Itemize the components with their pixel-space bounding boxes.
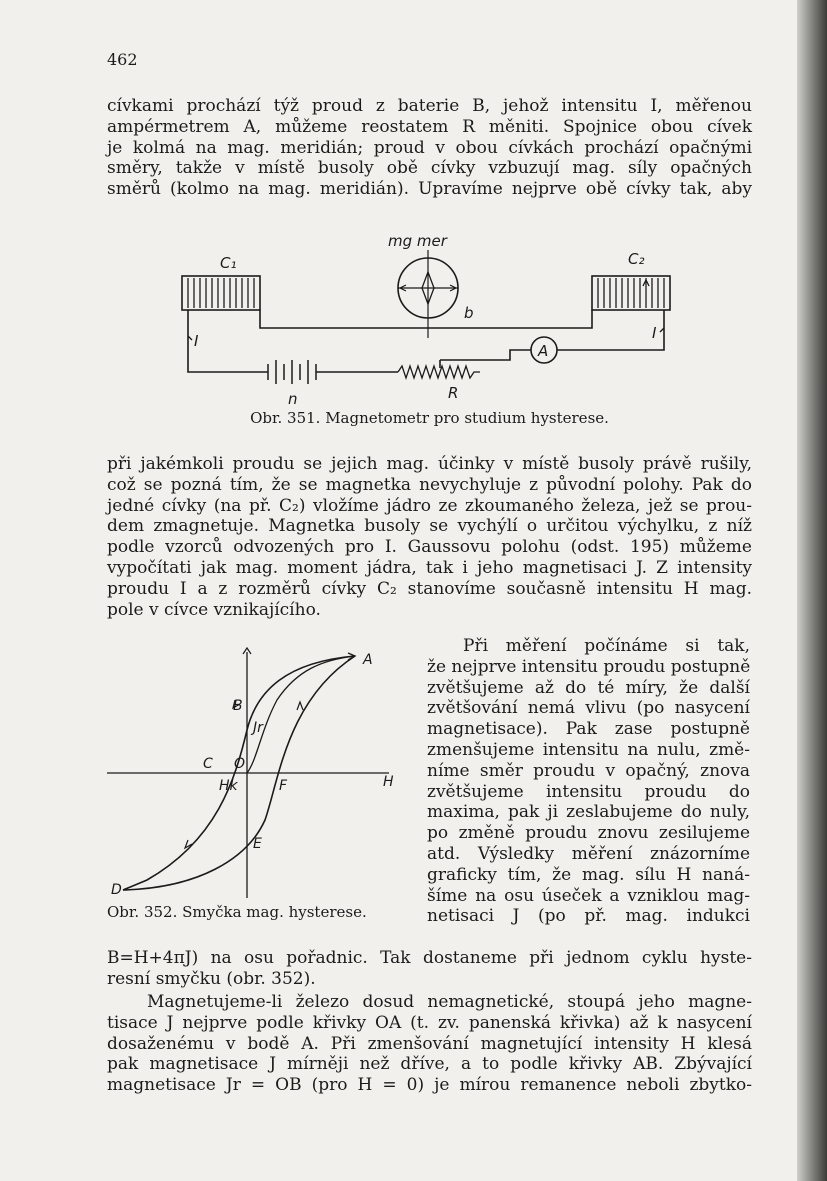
text-line: maxima, pak ji zeslabujeme do nuly, [427, 802, 750, 823]
figure-352-caption: Obr. 352. Smyčka mag. hysterese. [107, 903, 367, 921]
text-line: dosaženému v bodě A. Při zmenšování magnetující intensity H klesá [107, 1033, 752, 1054]
text-line: zvětšujeme až do té míry, že další [427, 677, 750, 698]
text-line: ampérmetrem A, můžeme reostatem R měniti. Spojnice obou cívek [107, 116, 752, 137]
text-line: pak magnetisace J mírněji než dříve, a to podle křivky AB. Zbývající [107, 1054, 752, 1075]
label-hk: Hk [219, 778, 238, 794]
label-c1: C₁ [220, 254, 237, 272]
coil-connection-wire [260, 310, 592, 328]
figure-351-caption: Obr. 351. Magnetometr pro studium hysterese. [250, 409, 609, 427]
text-line: pole v cívce vznikajícího. [107, 599, 321, 620]
label-ammeter: A [538, 342, 549, 360]
label-c: C [203, 756, 213, 772]
label-meridian: mg mer [388, 232, 447, 250]
paragraph-4 [107, 992, 752, 1096]
text-line: je kolmá na mag. meridián; proud v obou cívkách prochází opačnými [107, 137, 752, 158]
right-column-paragraph [427, 636, 750, 927]
text-line: po změně proudu znovu zesilujeme [427, 823, 750, 844]
text-line: že nejprve intensitu proudu postupně [427, 656, 751, 677]
text-line: podle vzorců odvozených pro I. Gaussovu polohu (odst. 195) můžeme [107, 537, 752, 558]
text-line: což se pozná tím, že se magnetka nevychyluje z původní polohy. Pak do [107, 474, 752, 495]
right-wire [557, 310, 664, 350]
left-wire [188, 310, 268, 372]
text-line: atd. Výsledky měření znázorníme [427, 843, 750, 864]
paragraph-2 [107, 454, 752, 620]
text-line: proudu I a z rozměrů cívky C₂ stanovíme současně intensitu H mag. [107, 578, 752, 599]
label-a: A [363, 652, 373, 668]
text-line: netisaci J (po př. mag. indukci [427, 906, 750, 927]
text-line: níme směr proudu v opačný, znova [427, 760, 750, 781]
text-line: Magnetujeme-li železo dosud nemagnetické, stoupá jeho magne- [147, 992, 752, 1012]
label-e: E [253, 836, 262, 852]
label-current-right: I [652, 324, 657, 342]
label-o: O [234, 756, 246, 772]
label-battery: n [288, 390, 298, 408]
text-line: jedné cívky (na př. C₂) vložíme jádro ze zkoumaného železa, jež se prou- [107, 495, 752, 516]
text-line: Při měření počínáme si tak, [463, 636, 750, 656]
text-line: magnetisace Jr = OB (pro H = 0) je mírou remanence neboli zbytko- [107, 1075, 752, 1096]
text-line: dem zmagnetuje. Magnetka busoly se vychýlí o určitou výchylku, z níž [107, 516, 752, 537]
label-compass: b [464, 304, 474, 322]
label-current-left: I [194, 332, 199, 350]
label-c2: C₂ [628, 250, 645, 268]
text-line: při jakémkoli proudu se jejich mag. účinky v místě busoly právě rušily, [107, 454, 752, 474]
label-b: B [233, 698, 243, 714]
text-line: zmenšujeme intensitu na nulu, změ- [427, 739, 750, 760]
book-spine-shadow [797, 0, 827, 1181]
text-line: tisace J nejprve podle křivky OA (t. zv. panenská křivka) až k nasycení [107, 1012, 752, 1033]
text-line: graficky tím, že mag. sílu H naná- [427, 864, 750, 885]
page-number: 462 [107, 50, 138, 69]
label-f: F [279, 778, 288, 794]
text-line: vypočítati jak mag. moment jádra, tak i jeho magnetisaci J. Z intensity [107, 557, 752, 578]
battery [268, 360, 316, 384]
label-d: D [111, 882, 122, 898]
text-line: cívkami prochází týž proud z baterie B, jehož intensitu I, měřenou [107, 96, 752, 116]
text-line: zvětšujeme intensitu proudu do [427, 781, 750, 802]
text-line: resní smyčku (obr. 352). [107, 968, 316, 989]
ammeter-wire [440, 350, 531, 360]
paragraph-3 [107, 948, 752, 990]
hysteresis-loop-diagram [107, 640, 417, 902]
label-jr: Jr [253, 720, 263, 736]
magnetometer-diagram [160, 228, 690, 408]
rheostat [398, 366, 480, 378]
text-line: směry, takže v místě busoly obě cívky vzbuzují mag. síly opačných [107, 158, 752, 179]
arrow-lower-right [297, 702, 303, 710]
text-line: B=H+4πJ) na osu pořadnic. Tak dostaneme při jednom cyklu hyste- [107, 948, 752, 968]
paragraph-1 [107, 96, 752, 200]
label-h: H [383, 774, 394, 790]
text-line: směrů (kolmo na mag. meridián). Upravíme nejprve obě cívky tak, aby [107, 179, 752, 200]
text-line: zvětšování nemá vlivu (po nasycení [427, 698, 750, 719]
coil-c2-windings [598, 278, 664, 308]
coil-c1-windings [188, 278, 254, 308]
text-line: šíme na osu úseček a vzniklou mag- [427, 885, 750, 906]
text-line: magnetisace). Pak zase postupně [427, 719, 750, 740]
label-rheostat: R [448, 384, 459, 402]
